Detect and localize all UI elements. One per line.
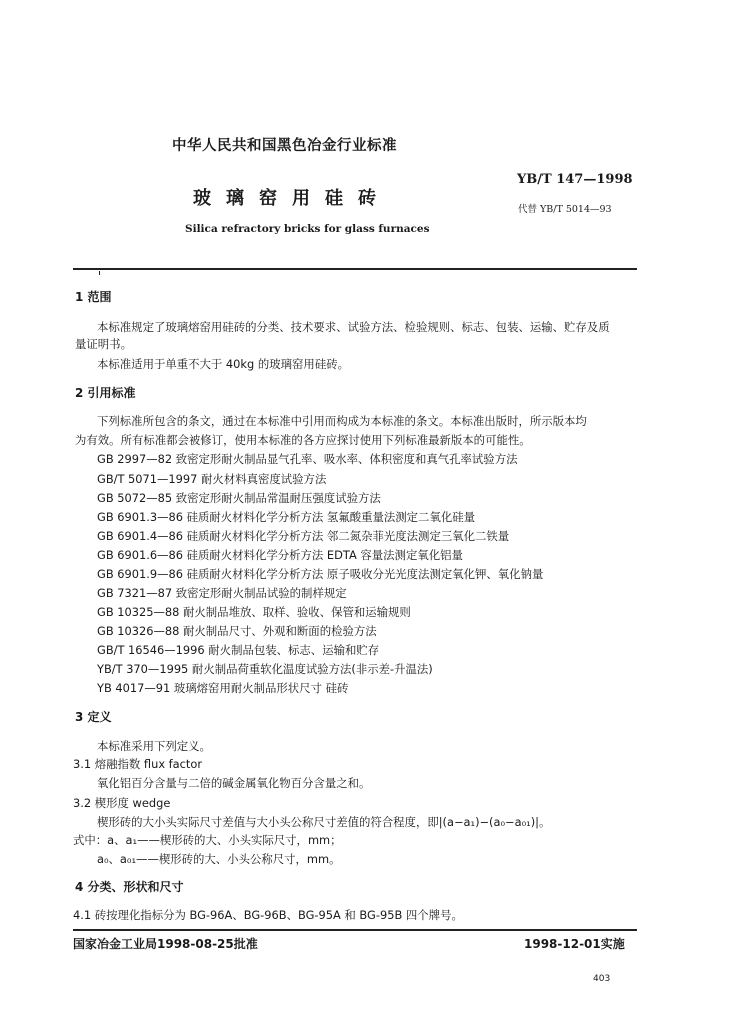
implementation-date: 1998-12-01实施 [524,937,625,951]
body-text-line: GB 6901.3—86 硅质耐火材料化学分析方法 氢氟酸重量法测定二氧化硅量 [97,510,476,524]
body-text-line: GB/T 5071—1997 耐火材料真密度试验方法 [97,472,327,486]
page-number: 403 [593,974,611,984]
body-text-line: GB 6901.6—86 硅质耐火材料化学分析方法 EDTA 容量法测定氧化铝量 [97,548,463,562]
issuing-organization: 中华人民共和国黑色冶金行业标准 [172,138,397,154]
body-text-line: 式中：a、a₁——楔形砖的大、小头实际尺寸，mm； [73,833,342,847]
body-text-line: GB 10325—88 耐火制品堆放、取样、验收、保管和运输规则 [97,605,411,619]
body-text-line: 3.2 楔形度 wedge [73,796,171,810]
section-heading: 3 定义 [75,710,112,724]
body-text-line: 量证明书。 [75,337,132,351]
document-title-en: Silica refractory bricks for glass furnaces [185,223,430,235]
body-text-line: 本标准采用下列定义。 [97,739,211,753]
section-heading: 2 引用标准 [75,386,136,400]
section-heading: 1 范围 [75,290,112,304]
body-text-line: a₀、a₀₁——楔形砖的大、小头公称尺寸，mm。 [97,852,341,866]
document-title-cn: 玻璃窑用硅砖 [193,188,391,209]
body-text-line: GB 5072—85 致密定形耐火制品常温耐压强度试验方法 [97,491,381,505]
approval-date: 国家冶金工业局1998-08-25批准 [73,937,258,951]
body-text-line: YB/T 370—1995 耐火制品荷重软化温度试验方法(非示差-升温法) [97,662,433,676]
footer-divider [73,929,637,931]
header-divider-tick [99,271,100,275]
body-text-line: 本标准适用于单重不大于 40kg 的玻璃窑用硅砖。 [97,357,349,371]
replaces-standard: 代替 YB/T 5014—93 [518,204,612,215]
body-text-line: YB 4017—91 玻璃熔窑用耐火制品形状尺寸 硅砖 [97,681,349,695]
body-text-line: GB 6901.4—86 硅质耐火材料化学分析方法 邻二氮杂菲光度法测定三氧化二铁量 [97,529,510,543]
body-text-line: GB 7321—87 致密定形耐火制品试验的制样规定 [97,586,347,600]
body-text-line: GB/T 16546—1996 耐火制品包装、标志、运输和贮存 [97,643,380,657]
body-text-line: 本标准规定了玻璃熔窑用硅砖的分类、技术要求、试验方法、检验规则、标志、包装、运输、贮存及质 [97,320,610,334]
header-divider [73,268,637,270]
body-text-line: GB 10326—88 耐火制品尺寸、外观和断面的检验方法 [97,624,377,638]
body-text-line: GB 2997—82 致密定形耐火制品显气孔率、吸水率、体积密度和真气孔率试验方法 [97,452,518,466]
body-text-line: 4.1 砖按理化指标分为 BG-96A、BG-96B、BG-95A 和 BG-95B 四个牌号。 [73,908,463,922]
body-text-line: 楔形砖的大小头实际尺寸差值与大小头公称尺寸差值的符合程度，即|(a−a₁)−(a₀−a₀₁)|。 [97,815,551,829]
body-text-line: 为有效。所有标准都会被修订，使用本标准的各方应探讨使用下列标准最新版本的可能性。 [75,433,531,447]
body-text-line: 下列标准所包含的条文，通过在本标准中引用而构成为本标准的条文。本标准出版时，所示版本均 [97,414,587,428]
body-text-line: 3.1 熔融指数 flux factor [73,757,203,771]
body-text-line: 氧化铝百分含量与二倍的碱金属氧化物百分含量之和。 [97,776,371,790]
section-heading: 4 分类、形状和尺寸 [75,880,184,894]
standard-number: YB/T 147—1998 [517,172,633,187]
body-text-line: GB 6901.9—86 硅质耐火材料化学分析方法 原子吸收分光光度法测定氧化钾、氧化钠量 [97,567,544,581]
